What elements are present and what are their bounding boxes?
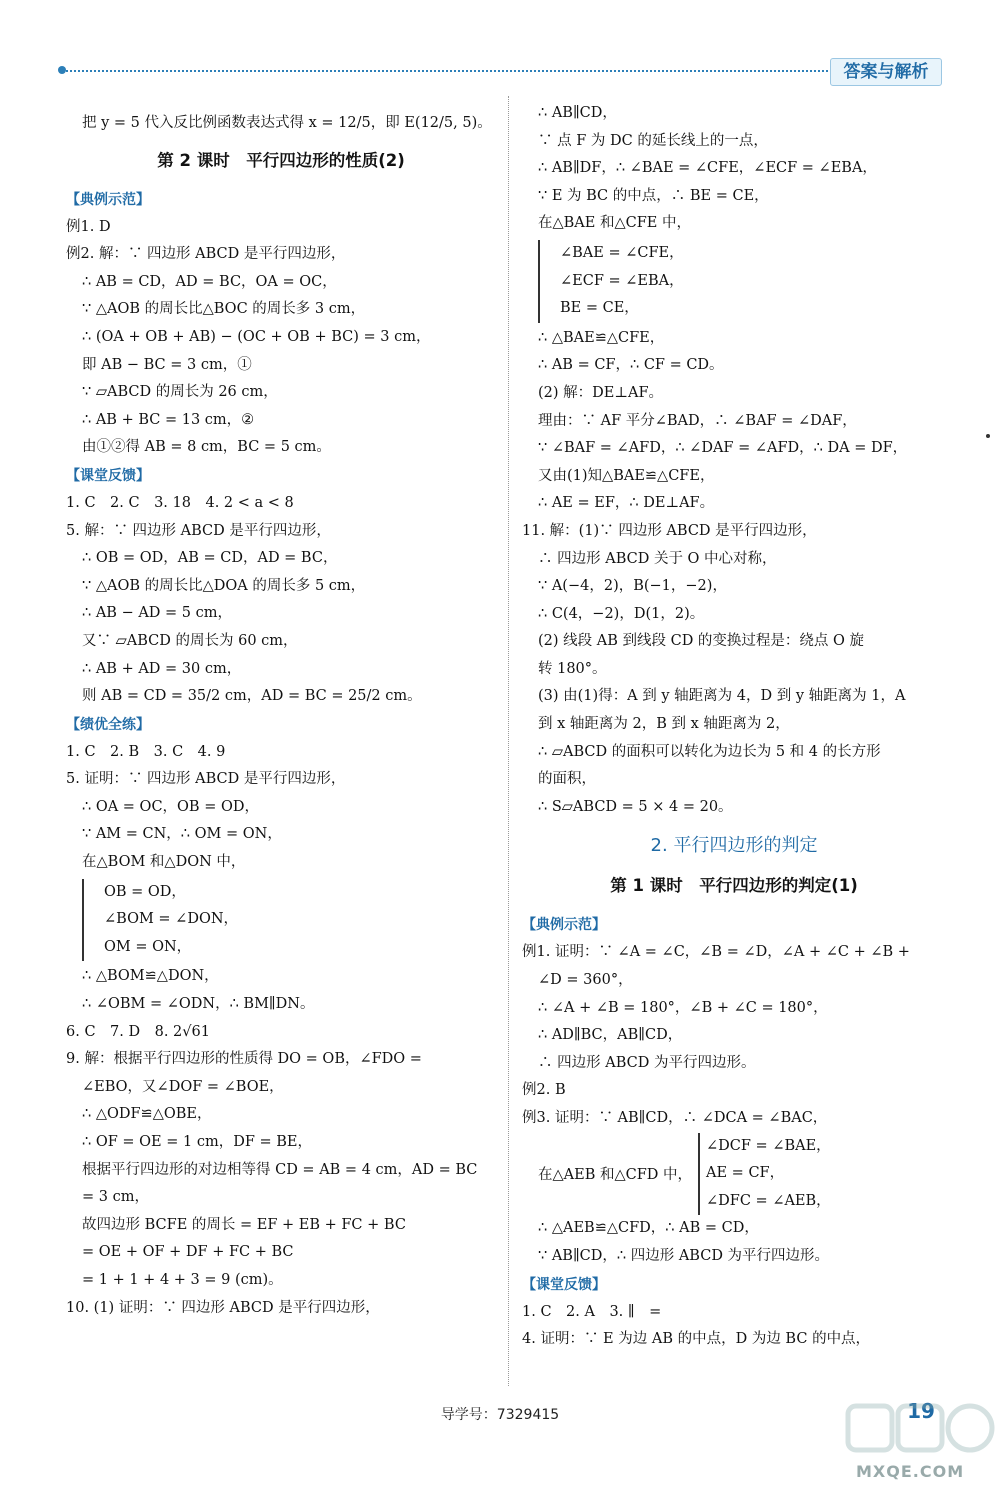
practice-answers-2: 6. C 7. D 8. 2√61 xyxy=(66,1023,210,1040)
example-2 xyxy=(66,241,496,462)
text-line: OB = OD， xyxy=(104,883,186,900)
section-tag: 【绩优全练】 xyxy=(66,716,150,733)
text-line: ∴ △ODF≌△OBE， xyxy=(82,1106,212,1123)
text-line: ∴ △BAE≌△CFE， xyxy=(538,329,665,346)
example-3-brace-row xyxy=(522,1133,946,1216)
text-line: 9. 解：根据平行四边形的性质得 DO = OB，∠FDO = xyxy=(66,1051,422,1068)
lesson-title-right: 第 1 课时 平行四边形的判定(1) xyxy=(610,876,858,896)
text-line: = 1 + 1 + 4 + 3 = 9 (cm)。 xyxy=(82,1271,283,1288)
header-badge: 答案与解析 xyxy=(830,58,942,86)
section-title: 2. 平行四边形的判定 xyxy=(650,835,818,857)
text-line: ∴ ▱ABCD 的面积可以转化为边长为 5 和 4 的长方形 xyxy=(538,743,881,760)
brace-group xyxy=(82,879,496,962)
text-line: ∴ AB = CD，AD = BC，OA = OC， xyxy=(82,273,337,290)
text-line: = OE + OF + DF + FC + BC xyxy=(82,1244,294,1261)
text-line: ∴ AE = EF，∴ DE⊥AF。 xyxy=(538,495,715,512)
text-line: 11. 解：(1)∵ 四边形 ABCD 是平行四边形， xyxy=(522,522,817,539)
text-line: OM = ON， xyxy=(104,938,192,955)
text-line: ∠ECF = ∠EBA， xyxy=(560,272,684,289)
text-line: ∴ AB = CF，∴ CF = CD。 xyxy=(538,357,724,374)
intro-line: 把 y = 5 代入反比例函数表达式得 x = 12/5，即 E(12/5, 5)。 xyxy=(82,115,492,131)
right-column xyxy=(522,100,946,1354)
practice-10: 10. (1) 证明：∵ 四边形 ABCD 是平行四边形， xyxy=(66,1299,380,1316)
text-line: 在△BAE 和△CFE 中， xyxy=(538,215,691,232)
watermark-text: MXQE.COM xyxy=(856,1462,965,1481)
text-line: ∴ OA = OC，OB = OD， xyxy=(82,798,259,815)
text-line: ∠DCF = ∠BAE， xyxy=(706,1137,831,1154)
text-line: ∴ 四边形 ABCD 关于 O 中心对称， xyxy=(538,550,777,567)
text-line: 由①②得 AB = 8 cm，BC = 5 cm。 xyxy=(82,439,331,456)
text-line: 根据平行四边形的对边相等得 CD = AB = 4 cm，AD = BC xyxy=(82,1161,478,1178)
text-line: 例2. 解：∵ 四边形 ABCD 是平行四边形， xyxy=(66,246,346,263)
example-1: 例1. D xyxy=(66,218,111,235)
feedback-answers-right: 1. C 2. A 3. ∥ = xyxy=(522,1303,662,1320)
text-line: 5. 解：∵ 四边形 ABCD 是平行四边形， xyxy=(66,522,331,539)
text-line: ∵ 点 F 为 DC 的延长线上的一点， xyxy=(538,132,768,149)
footer-code: 导学号：7329415 xyxy=(440,1407,560,1423)
text-line: 即 AB − BC = 3 cm，① xyxy=(82,356,252,373)
text-line: ∴ AB − AD = 5 cm， xyxy=(82,605,232,622)
text-line: ∴ OF = OE = 1 cm，DF = BE， xyxy=(82,1134,312,1150)
text-line: 转 180°。 xyxy=(538,660,607,677)
text-line: ∴ (OA + OB + AB) − (OC + OB + BC) = 3 cm， xyxy=(82,328,431,345)
text-line: 在△AEB 和△CFD 中， xyxy=(538,1167,693,1184)
text-line: ∴ S▱ABCD = 5 × 4 = 20。 xyxy=(538,798,733,815)
text-line: ∵ AM = CN，∴ OM = ON， xyxy=(82,826,282,843)
text-line: ∴ AB∥DF，∴ ∠BAE = ∠CFE，∠ECF = ∠EBA， xyxy=(538,160,877,177)
text-line: 的面积， xyxy=(538,771,596,788)
text-line: ∴ △AEB≌△CFD，∴ AB = CD， xyxy=(538,1220,759,1237)
text-line: 例1. 证明：∵ ∠A = ∠C，∠B = ∠D，∠A + ∠C + ∠B + xyxy=(522,944,910,961)
text-line: ∵ AB∥CD，∴ 四边形 ABCD 为平行四边形。 xyxy=(538,1247,830,1264)
text-line: 则 AB = CD = 35/2 cm，AD = BC = 25/2 cm。 xyxy=(82,688,422,705)
text-line: ∠DFC = ∠AEB， xyxy=(706,1192,831,1209)
text-line: 故四边形 BCFE 的周长 = EF + EB + FC + BC xyxy=(82,1216,406,1233)
feedback-5 xyxy=(66,518,496,711)
section-tag: 【典例示范】 xyxy=(522,917,606,934)
practice-10-cont xyxy=(522,100,946,518)
section-tag: 【课堂反馈】 xyxy=(66,467,150,484)
feedback-4-right: 4. 证明：∵ E 为边 AB 的中点，D 为边 BC 的中点， xyxy=(522,1331,871,1348)
text-line: ∴ AB + AD = 30 cm， xyxy=(82,660,242,677)
text-line: 5. 证明：∵ 四边形 ABCD 是平行四边形， xyxy=(66,771,346,788)
text-line: ∵ A(−4，2)，B(−1，−2)， xyxy=(538,578,727,595)
text-line: = 3 cm， xyxy=(82,1189,149,1206)
text-line: ∠D = 360°， xyxy=(538,972,633,989)
text-line: ∠BOM = ∠DON， xyxy=(104,911,239,928)
section-tag: 【课堂反馈】 xyxy=(522,1276,606,1293)
feedback-answers: 1. C 2. C 3. 18 4. 2 < a < 8 xyxy=(66,494,294,511)
text-line: ∴ AB∥CD， xyxy=(538,105,617,121)
text-line: BE = CE， xyxy=(560,300,639,317)
text-line: ∴ ∠OBM = ∠ODN，∴ BM∥DN。 xyxy=(82,996,315,1013)
text-line: ∴ OB = OD，AB = CD，AD = BC， xyxy=(82,550,338,567)
text-line: 到 x 轴距离为 2，B 到 x 轴距离为 2， xyxy=(538,716,790,733)
text-line: ∠BAE = ∠CFE， xyxy=(560,244,684,261)
text-line: ∵ ▱ABCD 的周长为 26 cm， xyxy=(82,384,278,401)
example-1-right xyxy=(522,939,946,1077)
header-rule xyxy=(62,70,832,72)
brace-group xyxy=(538,240,946,323)
text-line: 理由：∵ AF 平分∠BAD，∴ ∠BAF = ∠DAF， xyxy=(538,412,857,429)
example-2-right: 例2. B xyxy=(522,1082,566,1099)
text-line: AE = CF， xyxy=(706,1165,785,1182)
practice-9 xyxy=(66,1046,496,1294)
section-tag: 【典例示范】 xyxy=(66,191,150,208)
text-line: ∵ E 为 BC 的中点，∴ BE = CE， xyxy=(538,187,769,204)
lesson-title-left: 第 2 课时 平行四边形的性质(2) xyxy=(157,150,405,170)
left-column xyxy=(66,110,496,1322)
text-line: ∵ △AOB 的周长比△BOC 的周长多 3 cm， xyxy=(82,301,366,318)
practice-5 xyxy=(66,766,496,1018)
column-divider xyxy=(508,96,509,1386)
text-line: ∵ △AOB 的周长比△DOA 的周长多 5 cm， xyxy=(82,577,366,594)
text-line: (2) 解：DE⊥AF。 xyxy=(538,384,664,401)
text-line: (3) 由(1)得：A 到 y 轴距离为 4，D 到 y 轴距离为 1，A xyxy=(538,688,906,705)
text-line: ∴ △BOM≌△DON， xyxy=(82,968,219,985)
text-line: ∴ AB + BC = 13 cm，② xyxy=(82,411,255,428)
practice-answers: 1. C 2. B 3. C 4. 9 xyxy=(66,743,226,760)
page-number: 19 xyxy=(907,1399,935,1423)
text-line: ∴ ∠A + ∠B = 180°，∠B + ∠C = 180°， xyxy=(538,999,828,1016)
brace-group xyxy=(698,1133,831,1216)
text-line: (2) 线段 AB 到线段 CD 的变换过程是：绕点 O 旋 xyxy=(538,633,865,650)
text-line: 又由(1)知△BAE≌△CFE， xyxy=(538,467,715,484)
practice-11 xyxy=(522,518,946,822)
text-line: ∵ ∠BAF = ∠AFD，∴ ∠DAF = ∠AFD，∴ DA = DF， xyxy=(538,440,908,457)
text-line: ∴ AD∥BC，AB∥CD， xyxy=(538,1027,683,1044)
example-3-right: 例3. 证明：∵ AB∥CD，∴ ∠DCA = ∠BAC， xyxy=(522,1110,828,1126)
text-line: 在△BOM 和△DON 中， xyxy=(82,854,246,871)
text-line: ∴ 四边形 ABCD 为平行四边形。 xyxy=(538,1054,756,1071)
watermark-logo-icon xyxy=(840,1400,1000,1497)
text-line: 又∵ ▱ABCD 的周长为 60 cm， xyxy=(82,632,298,649)
text-line: ∠EBO，又∠DOF = ∠BOE， xyxy=(82,1078,284,1095)
margin-dot xyxy=(986,434,990,438)
text-line: ∴ C(4，−2)，D(1，2)。 xyxy=(538,605,705,622)
